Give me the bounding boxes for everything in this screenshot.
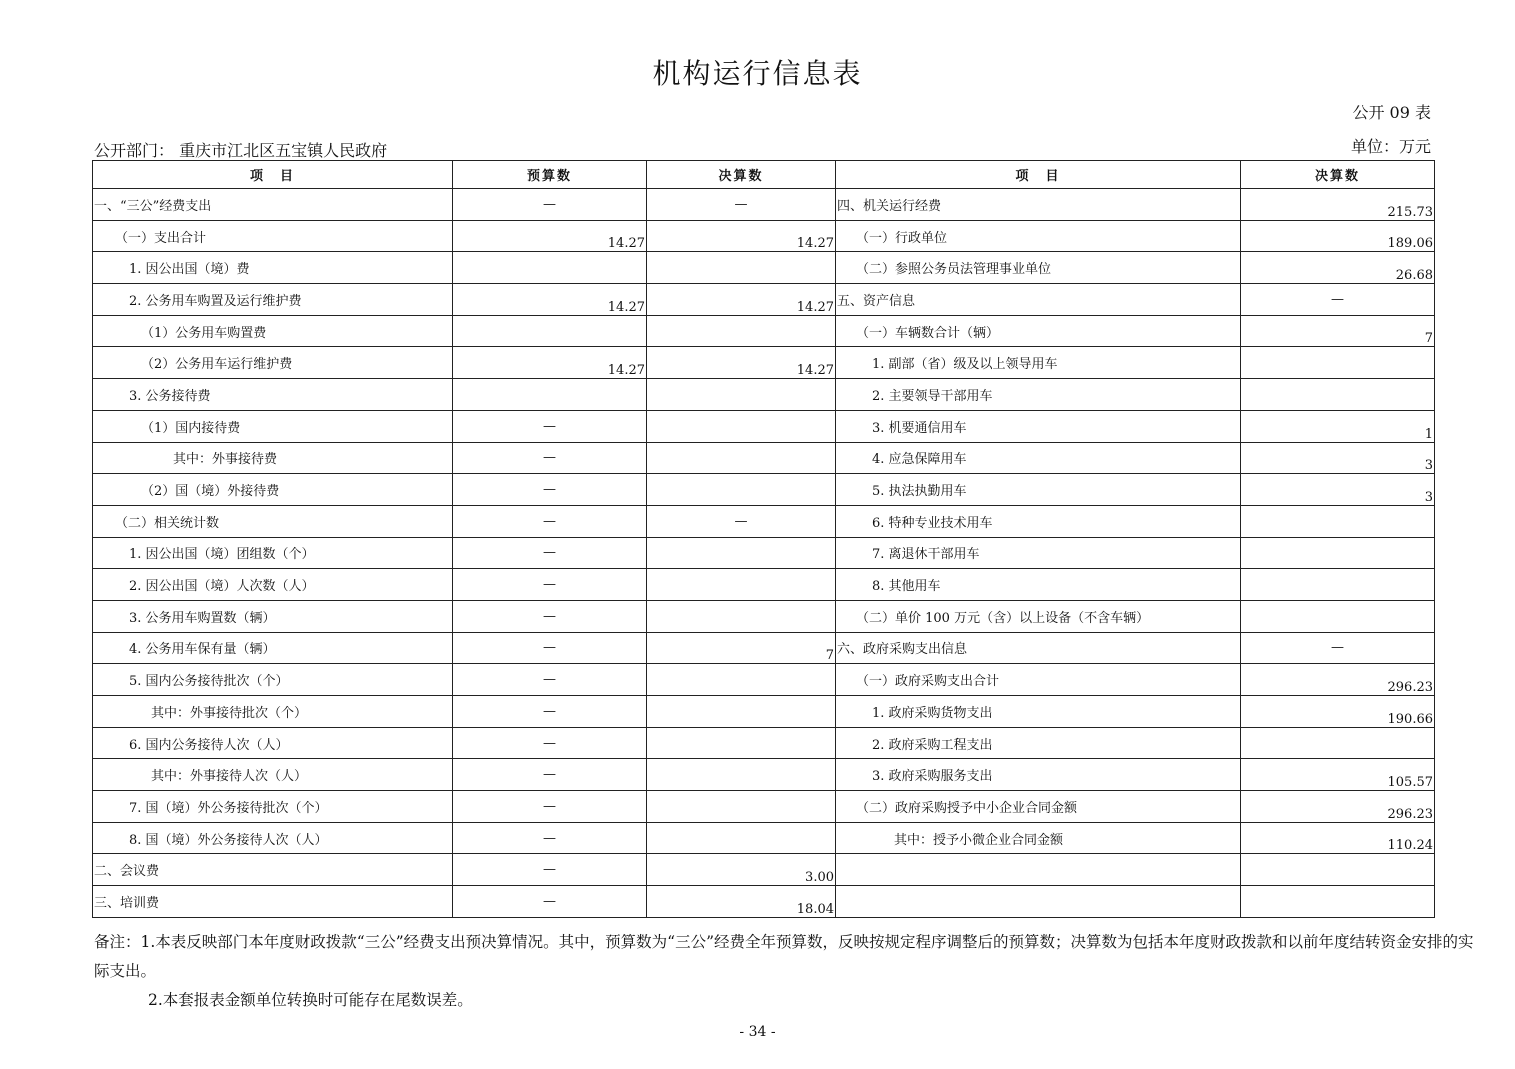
right-final-cell	[1241, 569, 1435, 601]
budget-cell: —	[453, 854, 647, 886]
header-right-item: 项 目	[836, 161, 1241, 189]
right-final-cell: 1	[1241, 410, 1435, 442]
final-cell: —	[647, 189, 836, 221]
left-item-cell: （二）相关统计数	[93, 505, 453, 537]
budget-cell: —	[453, 600, 647, 632]
final-cell	[647, 379, 836, 411]
left-item-cell: 其中：外事接待人次（人）	[93, 759, 453, 791]
right-item-cell	[836, 886, 1241, 918]
budget-cell: —	[453, 537, 647, 569]
right-item-cell: 2. 政府采购工程支出	[836, 727, 1241, 759]
final-cell: 18.04	[647, 886, 836, 918]
left-item-cell: 1. 因公出国（境）团组数（个）	[93, 537, 453, 569]
right-item-cell: 2. 主要领导干部用车	[836, 379, 1241, 411]
final-cell	[647, 537, 836, 569]
table-row	[93, 284, 1435, 316]
right-item-cell: （二）参照公务员法管理事业单位	[836, 252, 1241, 284]
right-item-cell: （二）政府采购授予中小企业合同金额	[836, 791, 1241, 823]
left-item-cell: 一、“三公”经费支出	[93, 189, 453, 221]
table-row	[93, 315, 1435, 347]
right-final-cell: 215.73	[1241, 189, 1435, 221]
note-1: 备注：1.本表反映部门本年度财政拨款“三公”经费支出预决算情况。其中，预算数为“三公”经费全年预算数，反映按规定程序调整后的预算数；决算数为包括本年度财政拨款和以前年度结转资金安排的实际支出。	[94, 933, 1474, 980]
final-cell: 3.00	[647, 854, 836, 886]
table-row	[93, 822, 1435, 854]
header-right-final: 决算数	[1241, 161, 1435, 189]
right-item-cell: 3. 政府采购服务支出	[836, 759, 1241, 791]
right-item-cell: 1. 副部（省）级及以上领导用车	[836, 347, 1241, 379]
final-cell	[647, 252, 836, 284]
table-row	[93, 347, 1435, 379]
right-final-cell	[1241, 537, 1435, 569]
table-row	[93, 252, 1435, 284]
left-item-cell: 三、培训费	[93, 886, 453, 918]
final-cell	[647, 410, 836, 442]
left-item-cell: 3. 公务接待费	[93, 379, 453, 411]
info-table	[92, 160, 1435, 918]
table-row	[93, 410, 1435, 442]
budget-cell: —	[453, 569, 647, 601]
table-row	[93, 759, 1435, 791]
right-final-cell: —	[1241, 284, 1435, 316]
left-item-cell: 4. 公务用车保有量（辆）	[93, 632, 453, 664]
budget-cell: —	[453, 822, 647, 854]
right-item-cell: 五、资产信息	[836, 284, 1241, 316]
table-row	[93, 886, 1435, 918]
final-cell: 7	[647, 632, 836, 664]
final-cell: —	[647, 505, 836, 537]
right-item-cell: 3. 机要通信用车	[836, 410, 1241, 442]
final-cell	[647, 759, 836, 791]
right-item-cell: 7. 离退休干部用车	[836, 537, 1241, 569]
right-final-cell: 3	[1241, 474, 1435, 506]
table-row	[93, 854, 1435, 886]
budget-cell	[453, 379, 647, 411]
final-cell	[647, 664, 836, 696]
budget-cell: —	[453, 664, 647, 696]
right-item-cell: （一）行政单位	[836, 220, 1241, 252]
table-row	[93, 379, 1435, 411]
left-item-cell: 8. 国（境）外公务接待人次（人）	[93, 822, 453, 854]
right-item-cell: （二）单价 100 万元（含）以上设备（不含车辆）	[836, 600, 1241, 632]
right-item-cell: 1. 政府采购货物支出	[836, 696, 1241, 728]
final-cell	[647, 600, 836, 632]
budget-cell: —	[453, 189, 647, 221]
left-item-cell: 5. 国内公务接待批次（个）	[93, 664, 453, 696]
table-row	[93, 664, 1435, 696]
final-cell	[647, 315, 836, 347]
budget-cell: —	[453, 791, 647, 823]
header-final: 决算数	[647, 161, 836, 189]
budget-cell: —	[453, 632, 647, 664]
right-item-cell: （一）政府采购支出合计	[836, 664, 1241, 696]
right-item-cell: 4. 应急保障用车	[836, 442, 1241, 474]
left-item-cell: （1）国内接待费	[93, 410, 453, 442]
final-cell: 14.27	[647, 220, 836, 252]
header-budget: 预算数	[453, 161, 647, 189]
right-final-cell	[1241, 379, 1435, 411]
right-item-cell: 6. 特种专业技术用车	[836, 505, 1241, 537]
right-final-cell	[1241, 727, 1435, 759]
right-item-cell: 六、政府采购支出信息	[836, 632, 1241, 664]
header-left-item: 项 目	[93, 161, 453, 189]
right-final-cell: 110.24	[1241, 822, 1435, 854]
right-item-cell: 5. 执法执勤用车	[836, 474, 1241, 506]
budget-cell: —	[453, 474, 647, 506]
right-item-cell: （一）车辆数合计（辆）	[836, 315, 1241, 347]
budget-cell	[453, 252, 647, 284]
left-item-cell: 1. 因公出国（境）费	[93, 252, 453, 284]
final-cell	[647, 696, 836, 728]
table-row	[93, 696, 1435, 728]
right-item-cell: 其中：授予小微企业合同金额	[836, 822, 1241, 854]
notes	[94, 928, 1479, 1015]
budget-cell: —	[453, 727, 647, 759]
page-title: 机构运行信息表	[652, 57, 863, 90]
note-2: 2.本套报表金额单位转换时可能存在尾数误差。	[148, 991, 473, 1009]
budget-cell: 14.27	[453, 220, 647, 252]
final-cell: 14.27	[647, 284, 836, 316]
final-cell	[647, 727, 836, 759]
table-header-row	[93, 161, 1435, 189]
table-row	[93, 220, 1435, 252]
left-item-cell: 二、会议费	[93, 854, 453, 886]
left-item-cell: （一）支出合计	[93, 220, 453, 252]
table-row	[93, 727, 1435, 759]
right-item-cell: 8. 其他用车	[836, 569, 1241, 601]
final-cell	[647, 822, 836, 854]
right-final-cell	[1241, 600, 1435, 632]
right-final-cell	[1241, 886, 1435, 918]
left-item-cell: 6. 国内公务接待人次（人）	[93, 727, 453, 759]
right-item-cell	[836, 854, 1241, 886]
budget-cell: 14.27	[453, 347, 647, 379]
budget-cell	[453, 315, 647, 347]
table-row	[93, 505, 1435, 537]
right-final-cell: 7	[1241, 315, 1435, 347]
budget-cell: —	[453, 759, 647, 791]
final-cell	[647, 442, 836, 474]
right-final-cell	[1241, 347, 1435, 379]
right-final-cell	[1241, 854, 1435, 886]
table-row	[93, 600, 1435, 632]
final-cell	[647, 569, 836, 601]
right-final-cell: 296.23	[1241, 664, 1435, 696]
budget-cell: —	[453, 696, 647, 728]
department-label: 公开部门： 重庆市江北区五宝镇人民政府	[94, 141, 388, 160]
left-item-cell: （2）国（境）外接待费	[93, 474, 453, 506]
right-final-cell: 3	[1241, 442, 1435, 474]
table-row	[93, 537, 1435, 569]
right-final-cell: 105.57	[1241, 759, 1435, 791]
left-item-cell: （2）公务用车运行维护费	[93, 347, 453, 379]
budget-cell: 14.27	[453, 284, 647, 316]
budget-cell: —	[453, 410, 647, 442]
right-final-cell: 296.23	[1241, 791, 1435, 823]
table-row	[93, 632, 1435, 664]
right-final-cell: 26.68	[1241, 252, 1435, 284]
table-row	[93, 189, 1435, 221]
page-number: - 34 -	[739, 1024, 776, 1040]
final-cell: 14.27	[647, 347, 836, 379]
budget-cell: —	[453, 442, 647, 474]
left-item-cell: 其中：外事接待批次（个）	[93, 696, 453, 728]
right-final-cell: 190.66	[1241, 696, 1435, 728]
budget-cell: —	[453, 886, 647, 918]
right-final-cell: —	[1241, 632, 1435, 664]
table-row	[93, 569, 1435, 601]
left-item-cell: 3. 公务用车购置数（辆）	[93, 600, 453, 632]
table-row	[93, 474, 1435, 506]
table-row	[93, 791, 1435, 823]
budget-cell: —	[453, 505, 647, 537]
right-final-cell	[1241, 505, 1435, 537]
form-number: 公开 09 表	[1352, 103, 1431, 122]
left-item-cell: 7. 国（境）外公务接待批次（个）	[93, 791, 453, 823]
left-item-cell: 2. 因公出国（境）人次数（人）	[93, 569, 453, 601]
final-cell	[647, 474, 836, 506]
table-row	[93, 442, 1435, 474]
right-item-cell: 四、机关运行经费	[836, 189, 1241, 221]
right-final-cell: 189.06	[1241, 220, 1435, 252]
left-item-cell: 其中：外事接待费	[93, 442, 453, 474]
final-cell	[647, 791, 836, 823]
left-item-cell: 2. 公务用车购置及运行维护费	[93, 284, 453, 316]
unit-label: 单位：万元	[1350, 137, 1431, 156]
left-item-cell: （1）公务用车购置费	[93, 315, 453, 347]
